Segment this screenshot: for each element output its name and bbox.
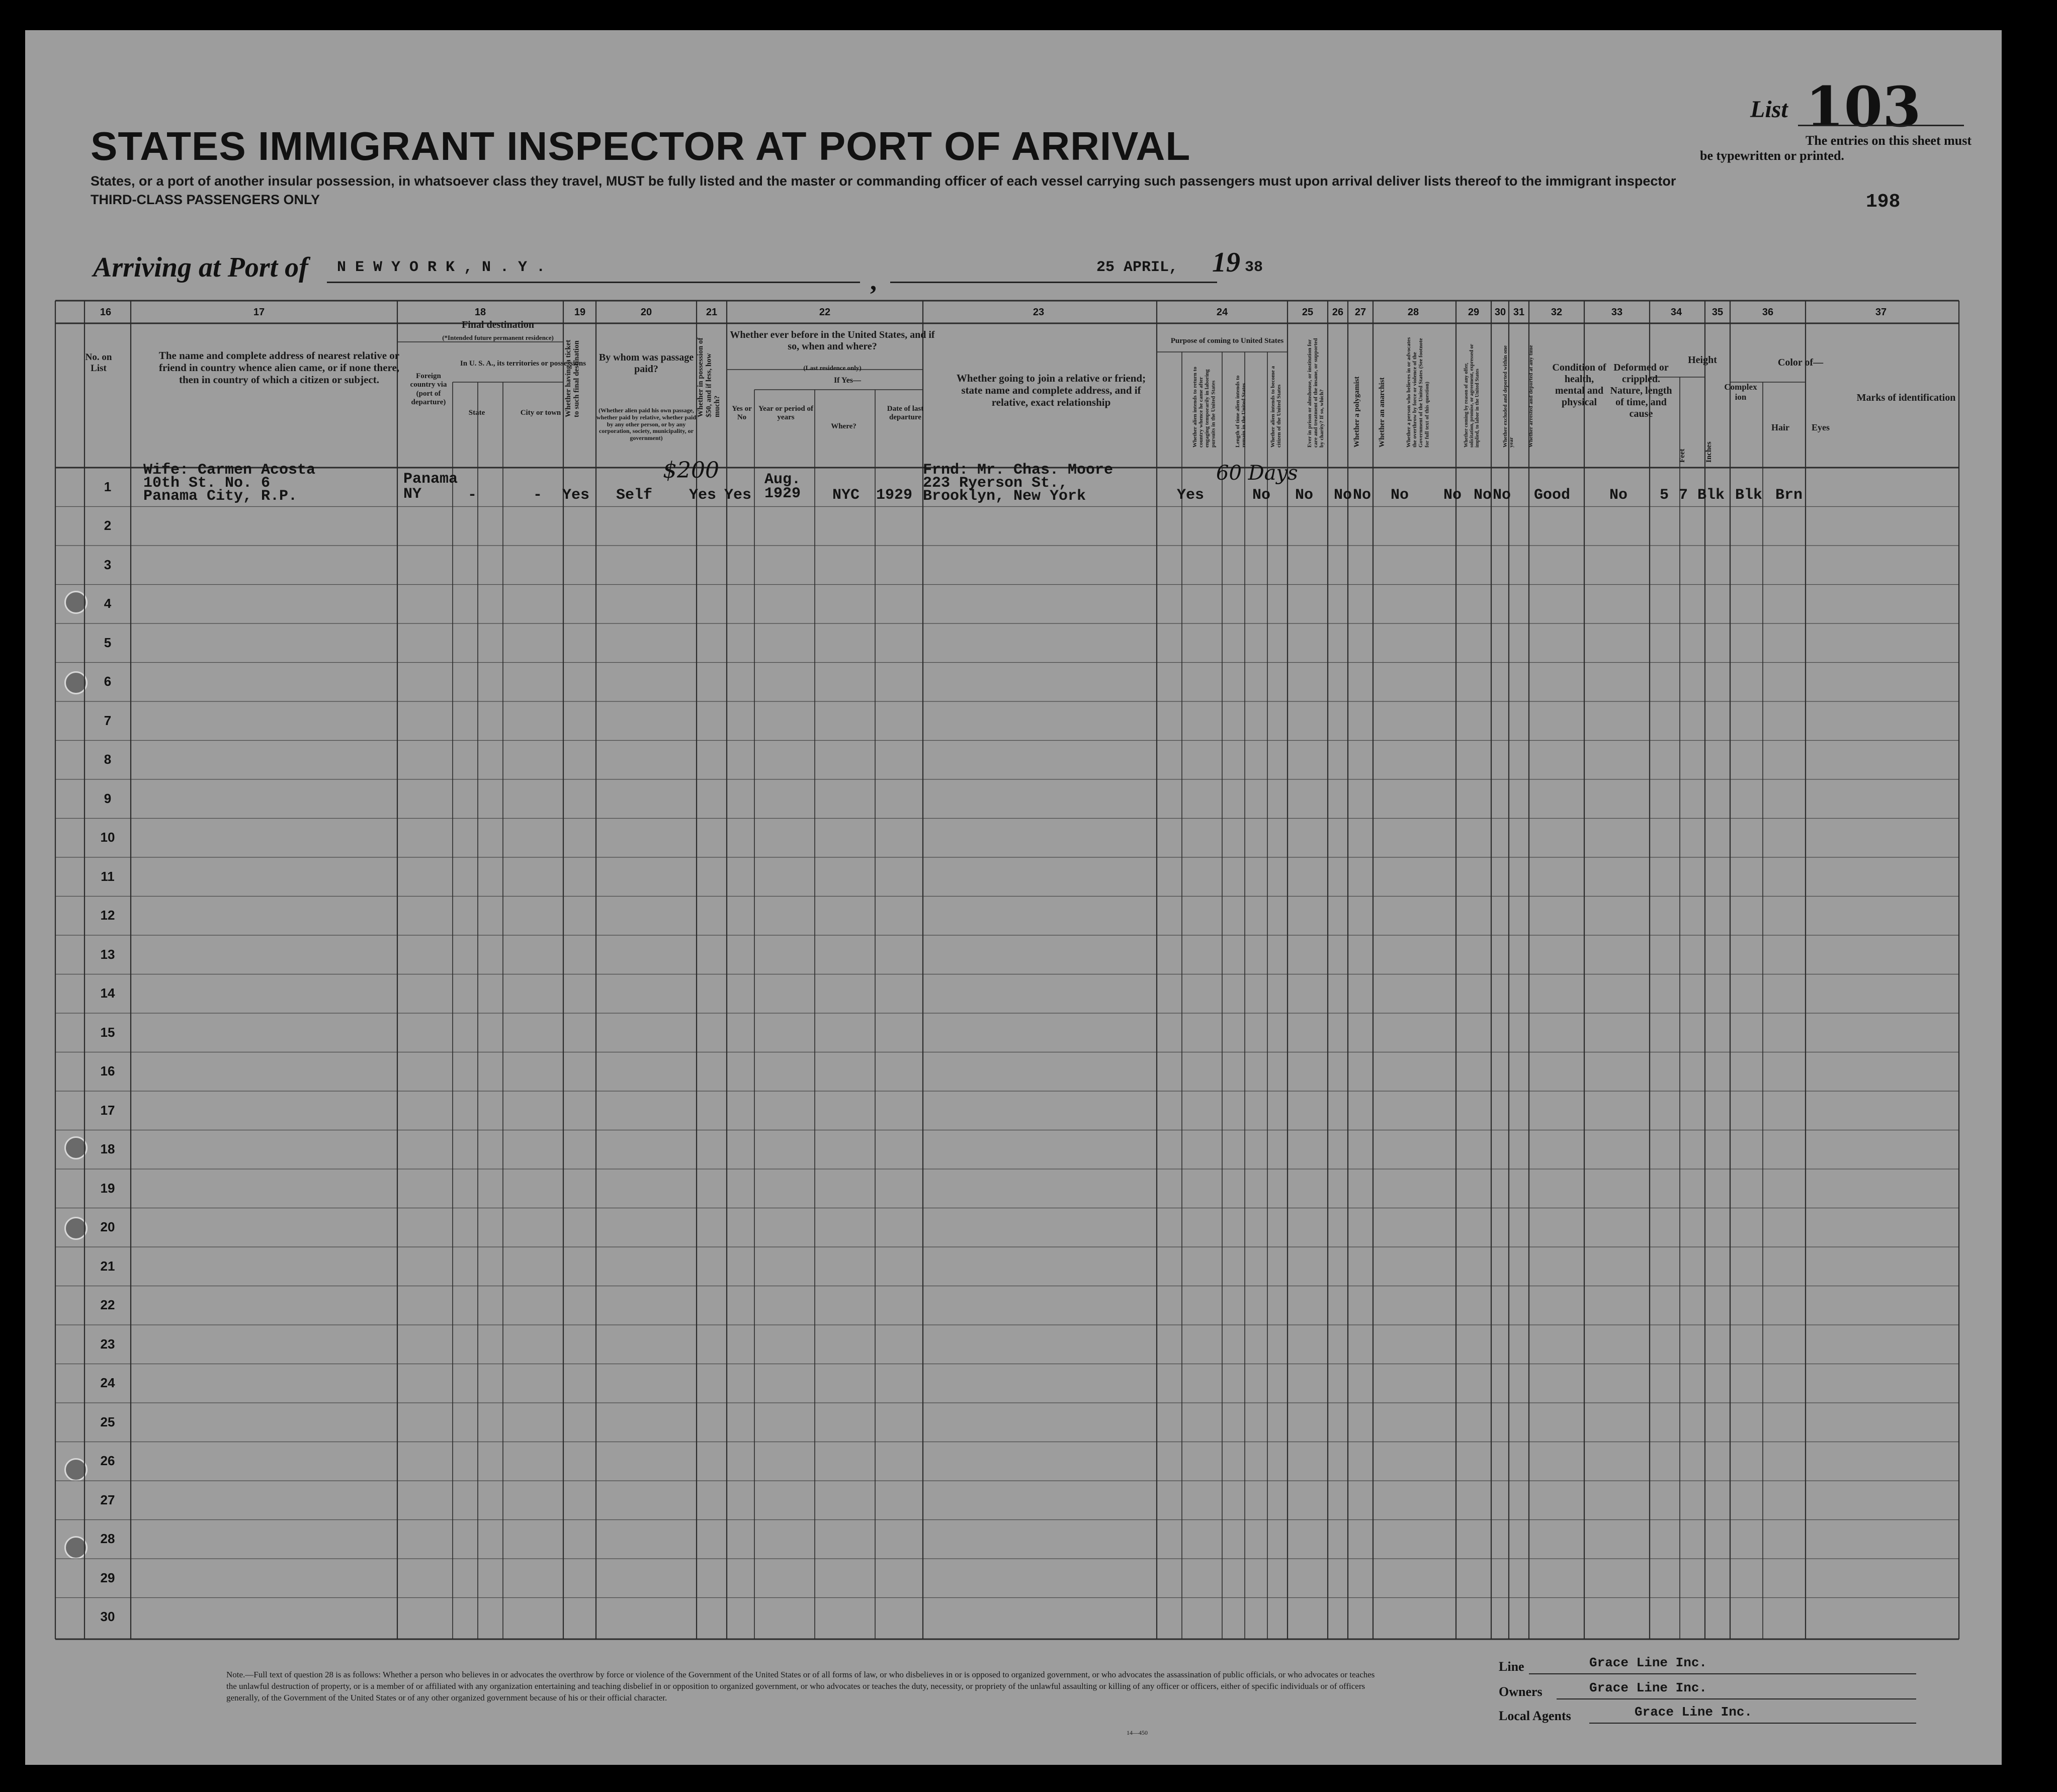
row-number: 14 (100, 985, 115, 1001)
entry-relative-line: Wife: Carmen Acosta (143, 462, 316, 479)
entry-inches: 7 (1679, 487, 1688, 504)
row-number: 4 (104, 596, 112, 611)
row-number: 20 (100, 1219, 115, 1235)
header-feet: Feet (1678, 449, 1686, 463)
agents-label: Local Agents (1499, 1709, 1571, 1723)
row-number: 28 (100, 1531, 115, 1547)
row-number: 3 (104, 557, 112, 572)
row-number: 24 (100, 1375, 115, 1391)
header-deported: Whether arrested and deported at any time (1528, 345, 1534, 447)
row-number: 6 (104, 674, 112, 689)
year-prefix: 19 (1212, 247, 1240, 278)
entries-note-2: be typewritten or printed. (1700, 148, 1844, 163)
header-purpose-citizen: Whether alien intends to become a citizen of the United States (1270, 366, 1282, 447)
header-deformed: Deformed or crippled. Nature, length of time, and cause (1610, 362, 1672, 419)
header-year: Year or period of years (758, 405, 813, 422)
entry-deported: No (1493, 487, 1511, 504)
entry-purpose-citizen: No (1252, 487, 1271, 504)
column-number: 33 (1611, 307, 1623, 318)
column-number: 22 (819, 307, 831, 318)
entry-money-handwritten: $200 (663, 458, 719, 483)
header-height: Height (1688, 354, 1717, 366)
header-subtitle: States, or a port of another insular possession, in whatsoever class they travel, MUST be fully listed and the master or commanding officer of each vessel carrying such passengers must upon arrival deliver lists thereof to the immigrant inspector (91, 173, 1676, 189)
row-number: 30 (100, 1609, 115, 1625)
entry-foreign-country (403, 472, 458, 502)
entry-year-line: Aug. (764, 471, 801, 488)
header-complexion: Complexion (1724, 382, 1757, 402)
column-number: 27 (1354, 307, 1366, 318)
row-number: 22 (100, 1297, 115, 1313)
form-code: 14—450 (1127, 1729, 1148, 1736)
column-number: 35 (1711, 307, 1724, 318)
header-final-destination: Final destination (462, 319, 534, 330)
header-hair: Hair (1771, 422, 1789, 432)
entry-purpose-length: 60 Days (1216, 462, 1298, 485)
column-number: 28 (1407, 307, 1419, 318)
header-class-note: THIRD-CLASS PASSENGERS ONLY (91, 192, 320, 207)
entry-excluded: No (1474, 487, 1492, 504)
header-purpose-return: Whether alien intends to return to country whence he came after engaging temporarily in laboring pursuits in the United States (1192, 367, 1217, 447)
page-title: STATES IMMIGRANT INSPECTOR AT PORT OF ARRIVAL (91, 124, 1191, 168)
entry-ticket: Yes (562, 487, 590, 504)
header-final-destination-note: (*Intended future permanent residence) (442, 334, 554, 341)
entry-polygamist: No (1334, 487, 1352, 504)
row-number: 12 (100, 908, 115, 923)
header-polygamist: Whether a polygamist (1353, 376, 1361, 447)
entry-relative (143, 464, 315, 503)
column-number: 24 (1216, 307, 1228, 318)
entry-eyes: Brn (1775, 487, 1803, 504)
line-value: Grace Line Inc. (1589, 1655, 1707, 1670)
list-number: 103 (1806, 74, 1921, 139)
entry-hair: Blk (1735, 487, 1763, 504)
header-yes-no: Yes or No (732, 405, 752, 422)
header-excluded: Whether excluded and deported within one year (1502, 345, 1515, 447)
column-number: 23 (1033, 307, 1045, 318)
header-marks: Marks of identification (1856, 392, 1956, 403)
column-number: 26 (1332, 307, 1344, 318)
entry-foreign-line: NY (403, 486, 422, 503)
entry-deformed: No (1609, 487, 1628, 504)
column-number: 18 (474, 307, 486, 318)
row-number: 15 (100, 1024, 115, 1040)
row-number: 23 (100, 1336, 115, 1352)
entry-health: Good (1534, 487, 1571, 504)
entry-purpose-return: Yes (1177, 487, 1205, 504)
manifest-sheet (25, 30, 2002, 1765)
row-number: 13 (100, 946, 115, 962)
header-before-us: Whether ever before in the United States, and if so, when and where? (730, 329, 935, 352)
entry-year-line: 1929 (764, 485, 801, 502)
date-value: 25 APRIL, (1096, 259, 1178, 276)
column-number: 31 (1513, 307, 1525, 318)
header-if-yes: If Yes— (833, 376, 862, 385)
row-number: 1 (104, 479, 112, 494)
header-purpose-length: Length of time alien intends to remain in the United States (1235, 375, 1247, 447)
year-suffix: 38 (1245, 259, 1263, 276)
row-number: 10 (100, 830, 115, 845)
entry-city: - (533, 487, 543, 504)
row-number: 16 (100, 1063, 115, 1079)
row-number: 17 (100, 1102, 115, 1118)
header-color-of: Color of— (1777, 357, 1824, 368)
header-eyes: Eyes (1812, 422, 1830, 432)
header-state: State (468, 409, 485, 417)
entry-complexion: Blk (1697, 487, 1725, 504)
list-label: List (1750, 96, 1788, 123)
row-number: 25 (100, 1414, 115, 1429)
row-number: 21 (100, 1258, 115, 1274)
entry-labor-offer: No (1443, 487, 1462, 504)
header-nearest-relative: The name and complete address of nearest relative or friend in country whence alien came, or if none there, then in country of which a citizen or subject. (158, 349, 400, 386)
column-number: 16 (100, 307, 112, 318)
entry-join-line: Frnd: Mr. Chas. Moore (923, 462, 1113, 479)
header-foreign-country: Foreign country via (port of departure) (410, 372, 447, 406)
row-number: 11 (101, 868, 115, 884)
entry-year (764, 473, 801, 501)
column-number: 30 (1494, 307, 1506, 318)
row-number: 2 (104, 518, 112, 533)
header-passage-paid: By whom was passage paid? (598, 352, 694, 375)
column-number: 17 (253, 307, 265, 318)
entry-where: NYC (832, 487, 860, 504)
header-labor-offer: Whether coming by reason of any offer, solicitation, promise, or agreement, expressed or implied, to labor in the United States (1464, 344, 1480, 447)
entry-join (923, 464, 1113, 503)
column-number: 29 (1468, 307, 1480, 318)
header-prison: Ever in prison or almshouse, or institution for care and treatment of the insane, or supported by charity? If so, which? (1307, 338, 1325, 447)
agents-value: Grace Line Inc. (1635, 1705, 1753, 1720)
port-value: N E W Y O R K , N . Y . (337, 259, 546, 276)
column-number: 20 (640, 307, 652, 318)
header-where: Where? (831, 422, 856, 430)
header-money: Whether in possession of $50, and if less, how much? (697, 337, 721, 417)
comma: , (870, 267, 877, 296)
entry-relative-line: 10th St. No. 6 (143, 475, 271, 492)
manifest-grid (25, 30, 2002, 1765)
row-number: 18 (100, 1141, 115, 1157)
line-underline (1529, 1673, 1916, 1674)
header-in-usa: In U. S. A., its territories or possessions (460, 360, 586, 368)
entry-state: - (468, 487, 477, 504)
header-before-us-note: (Last residence only) (803, 364, 862, 372)
row-number: 8 (104, 752, 112, 767)
line-label: Line (1499, 1659, 1524, 1674)
header-passage-note: (Whether alien paid his own passage, whether paid by relative, whether paid by any other person, or by any corporation, society, municipality, or government) (596, 407, 696, 442)
column-number: 19 (574, 307, 586, 318)
header-date-departure: Date of last departure (887, 405, 924, 422)
column-number: 25 (1302, 307, 1314, 318)
owners-underline (1557, 1698, 1916, 1699)
arriving-label: Arriving at Port of (93, 252, 308, 283)
column-number: 34 (1670, 307, 1682, 318)
column-number: 21 (706, 307, 718, 318)
header-city: City or town (520, 409, 561, 417)
column-number: 37 (1875, 307, 1887, 318)
footnote-question-28: Note.—Full text of question 28 is as follows: Whether a person who believes in or advocates the overthrow by force or violence of the Government of the United States or of all forms of law, or who disbelieves in or is opposed to organized government, or who advocates the assassination of public officials, or who advocates or teaches the unlawful destruction of property, or is a member of or affiliated with any organization entertaining and teaching disbelief in or opposition to organized government, or who advocates or teaches the duty, necessity, or propriety of the unlawful assaulting or killing of any officer or officers, either of specific individuals or of officers generally, of the Government of the United States or of any other organized government because of his or their official character. (226, 1670, 1375, 1703)
owners-value: Grace Line Inc. (1589, 1680, 1707, 1695)
row-number: 9 (104, 790, 112, 806)
row-number: 26 (100, 1453, 115, 1469)
entry-before-us: Yes (724, 487, 752, 504)
row-number: 27 (100, 1492, 115, 1507)
row-number: 7 (104, 712, 112, 728)
header-health: Condition of health, mental and physical (1552, 362, 1606, 408)
entry-prison: No (1295, 487, 1314, 504)
header-overthrow: Whether a person who believes in or advocates the overthrow by force or violence of the Government of the United States (See footnote for full text of this question) (1406, 337, 1430, 447)
column-number: 36 (1762, 307, 1774, 318)
entry-relative-line: Panama City, R.P. (143, 488, 298, 505)
row-number: 19 (100, 1180, 115, 1196)
entry-date-departure: 1929 (876, 487, 913, 504)
entries-note-1: The entries on this sheet must (1805, 133, 1972, 148)
header-inches: Inches (1705, 441, 1713, 463)
entry-feet: 5 (1660, 487, 1669, 504)
header-anarchist: Whether an anarchist (1378, 377, 1386, 447)
header-no-on-list: No. on List (85, 352, 112, 374)
entry-join-line: 223 Ryerson St., (923, 475, 1068, 492)
row-number: 5 (104, 635, 112, 650)
entry-paid-by: Self (616, 487, 653, 504)
entry-join-line: Brooklyn, New York (923, 488, 1086, 505)
agents-underline (1589, 1723, 1916, 1724)
entry-foreign-line: Panama (403, 471, 458, 488)
row-number: 29 (100, 1570, 115, 1585)
sheet-number: 198 (1866, 191, 1901, 213)
header-ticket: Whether having a ticket to such final destination (564, 339, 581, 417)
column-number: 32 (1551, 307, 1563, 318)
entry-overthrow: No (1391, 487, 1409, 504)
header-join: Whether going to join a relative or friend; state name and complete address, and if relative, exact relationship (956, 372, 1146, 409)
entry-anarchist: No (1353, 487, 1372, 504)
header-purpose: Purpose of coming to United States (1170, 337, 1284, 345)
owners-label: Owners (1499, 1684, 1542, 1699)
entry-money: Yes (689, 487, 717, 504)
